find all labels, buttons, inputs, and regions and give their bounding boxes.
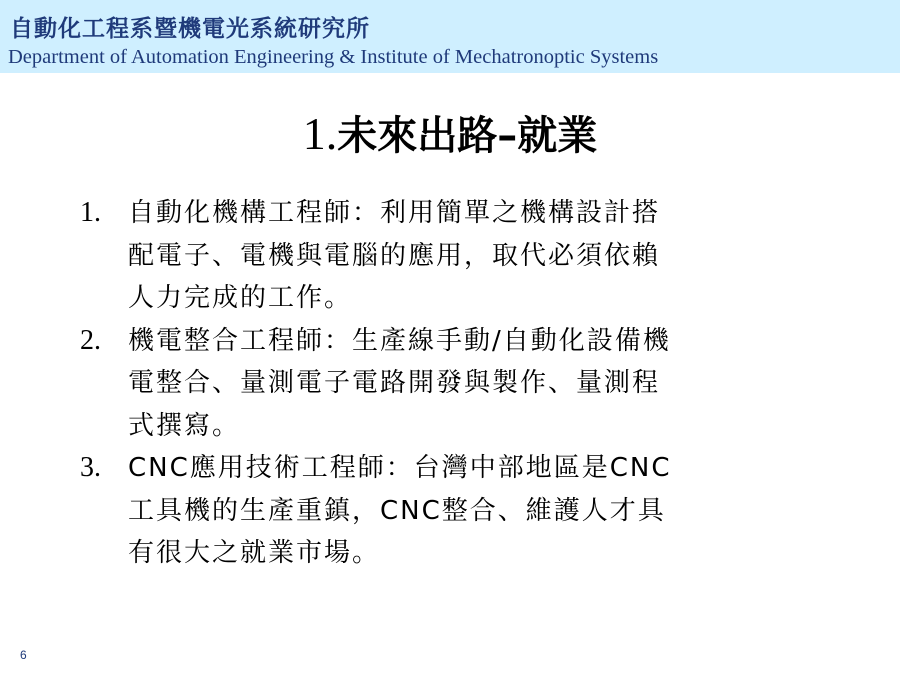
- list-item-number: 3.: [80, 452, 101, 483]
- slide-title-number: 1.: [302, 108, 338, 159]
- list-item-line: 工具機的生產重鎮，CNC整合、維護人才具: [128, 495, 666, 526]
- list-item-line: 有很大之就業市場。: [128, 538, 381, 568]
- department-chinese-name: 自動化工程系暨機電光系統研究所: [10, 16, 370, 42]
- list-item-line: 式撰寫。: [128, 410, 241, 441]
- list-item-line: 機電整合工程師：生產線手動/自動化設備機: [128, 325, 671, 356]
- list-item: [80, 320, 820, 448]
- page-number: 6: [20, 648, 27, 662]
- career-list: [80, 192, 820, 575]
- slide-title-text: 未來出路–就業: [337, 113, 598, 159]
- slide-title: [0, 104, 900, 161]
- list-item-line: 自動化機構工程師：利用簡單之機構設計搭: [128, 198, 661, 228]
- department-english-name: Department of Automation Engineering & Institute of Mechatronoptic Systems: [8, 46, 659, 68]
- list-item-line: 電整合、量測電子電路開發與製作、量測程: [128, 368, 661, 398]
- header-banner: [0, 0, 900, 73]
- list-item-number: 1.: [80, 197, 101, 228]
- list-item-number: 2.: [80, 324, 101, 356]
- list-item: [80, 447, 820, 575]
- list-item-line: CNC應用技術工程師：台灣中部地區是CNC: [128, 453, 672, 483]
- list-item: [80, 192, 820, 320]
- list-item-line: 配電子、電機與電腦的應用，取代必須依賴: [128, 240, 661, 271]
- list-item-line: 人力完成的工作。: [128, 283, 353, 313]
